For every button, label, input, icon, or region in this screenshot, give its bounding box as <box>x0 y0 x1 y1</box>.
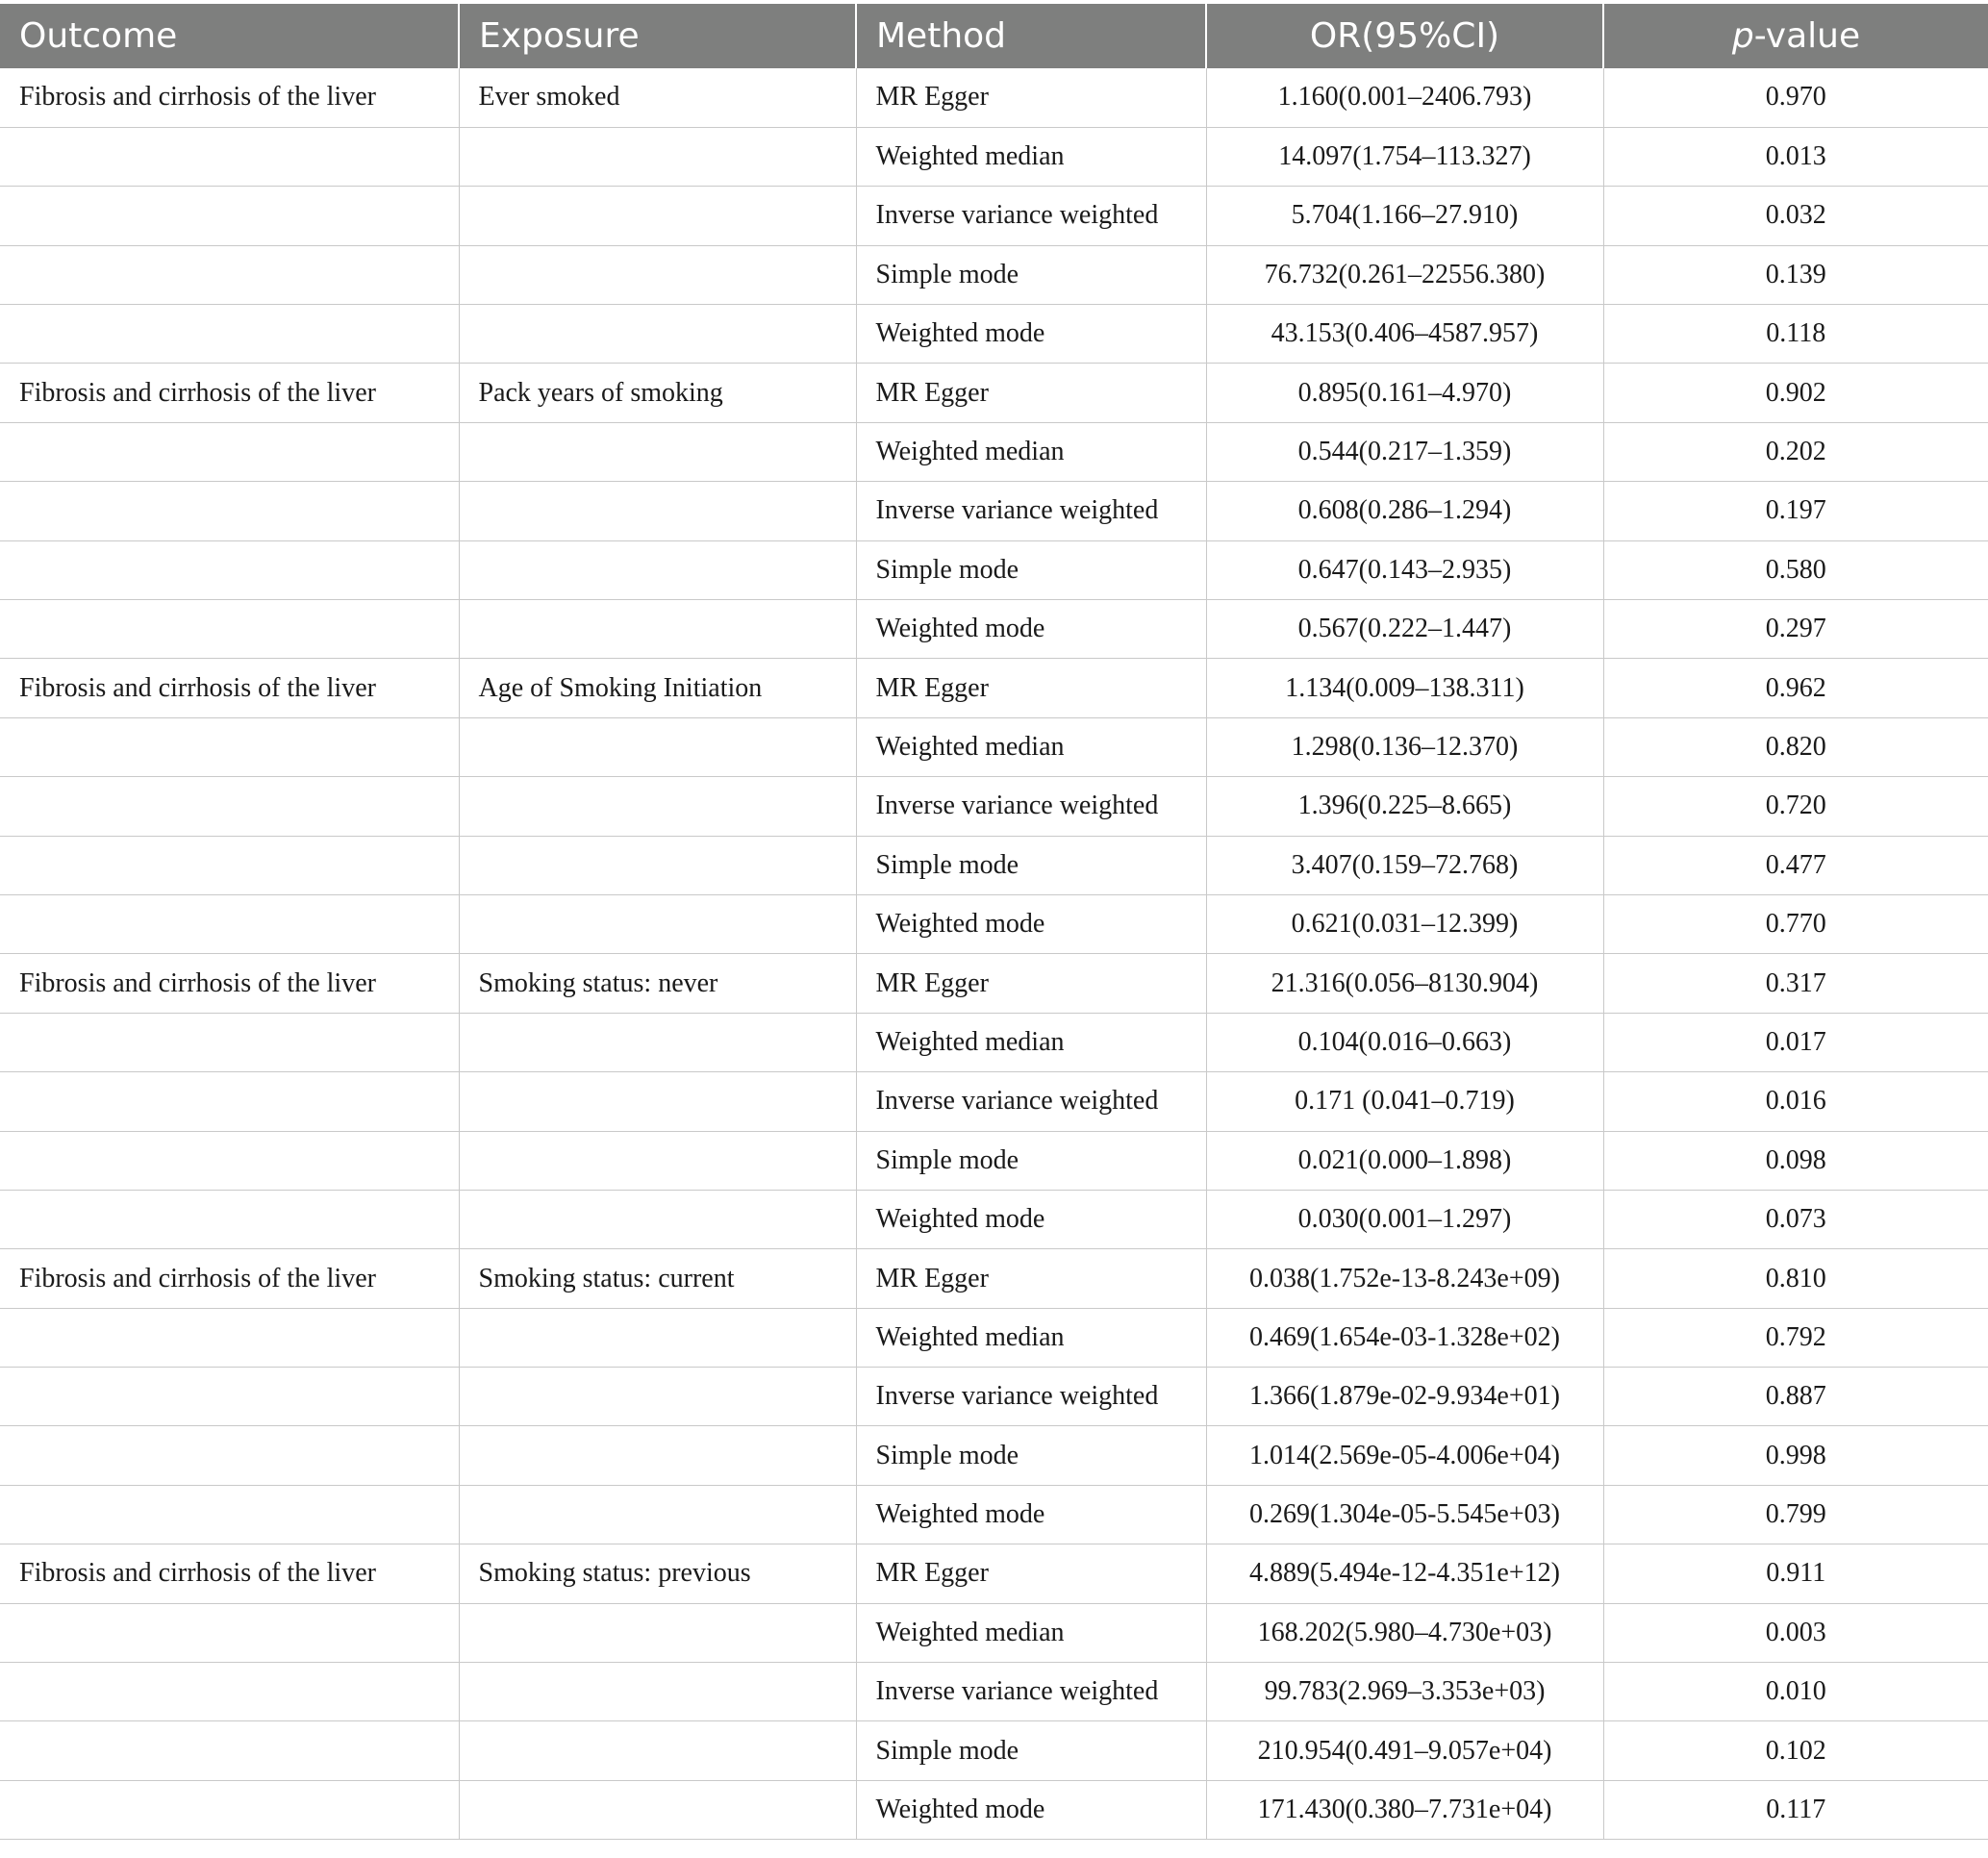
cell-p-value: 0.032 <box>1603 187 1988 245</box>
cell-or-ci: 0.104(0.016–0.663) <box>1206 1013 1603 1071</box>
cell-method: Weighted median <box>856 422 1206 481</box>
cell-or-ci: 1.366(1.879e-02-9.934e+01) <box>1206 1368 1603 1426</box>
table-row <box>0 1131 1988 1190</box>
cell-p-value: 0.017 <box>1603 1013 1988 1071</box>
table-row <box>0 777 1988 836</box>
cell-exposure: Age of Smoking Initiation <box>459 659 856 717</box>
cell-or-ci: 0.621(0.031–12.399) <box>1206 894 1603 953</box>
cell-outcome <box>0 600 459 659</box>
cell-outcome <box>0 1013 459 1071</box>
cell-p-value: 0.118 <box>1603 305 1988 364</box>
table-row <box>0 127 1988 186</box>
cell-exposure <box>459 600 856 659</box>
table-row <box>0 1308 1988 1367</box>
cell-exposure <box>459 1013 856 1071</box>
cell-or-ci: 210.954(0.491–9.057e+04) <box>1206 1721 1603 1780</box>
cell-or-ci: 0.895(0.161–4.970) <box>1206 364 1603 422</box>
cell-method: MR Egger <box>856 364 1206 422</box>
cell-exposure <box>459 422 856 481</box>
cell-outcome: Fibrosis and cirrhosis of the liver <box>0 659 459 717</box>
table-row <box>0 1544 1988 1603</box>
cell-p-value: 0.013 <box>1603 127 1988 186</box>
cell-method: Inverse variance weighted <box>856 777 1206 836</box>
cell-outcome: Fibrosis and cirrhosis of the liver <box>0 1249 459 1308</box>
cell-method: MR Egger <box>856 954 1206 1013</box>
cell-outcome: Fibrosis and cirrhosis of the liver <box>0 364 459 422</box>
header-method: Method <box>856 4 1206 68</box>
cell-method: Weighted median <box>856 1308 1206 1367</box>
cell-or-ci: 3.407(0.159–72.768) <box>1206 836 1603 894</box>
header-exposure: Exposure <box>459 4 856 68</box>
table-row <box>0 836 1988 894</box>
cell-outcome <box>0 777 459 836</box>
cell-method: MR Egger <box>856 1249 1206 1308</box>
table-header <box>0 4 1988 68</box>
table-row <box>0 1663 1988 1721</box>
table-row <box>0 68 1988 127</box>
cell-outcome <box>0 1663 459 1721</box>
cell-exposure <box>459 1780 856 1839</box>
cell-exposure <box>459 1368 856 1426</box>
table-row <box>0 1190 1988 1248</box>
cell-p-value: 0.197 <box>1603 482 1988 540</box>
cell-p-value: 0.073 <box>1603 1190 1988 1248</box>
cell-method: MR Egger <box>856 659 1206 717</box>
cell-or-ci: 0.269(1.304e-05-5.545e+03) <box>1206 1485 1603 1544</box>
cell-outcome <box>0 305 459 364</box>
results-table <box>0 4 1988 1840</box>
table-row <box>0 540 1988 599</box>
cell-outcome <box>0 836 459 894</box>
cell-method: MR Egger <box>856 1544 1206 1603</box>
cell-exposure <box>459 482 856 540</box>
cell-exposure <box>459 836 856 894</box>
cell-outcome <box>0 1780 459 1839</box>
cell-p-value: 0.998 <box>1603 1426 1988 1485</box>
header-row <box>0 4 1988 68</box>
cell-method: Inverse variance weighted <box>856 1663 1206 1721</box>
table-row <box>0 482 1988 540</box>
cell-exposure <box>459 1131 856 1190</box>
table-row <box>0 717 1988 776</box>
table-body <box>0 68 1988 1840</box>
cell-or-ci: 5.704(1.166–27.910) <box>1206 187 1603 245</box>
cell-p-value: 0.297 <box>1603 600 1988 659</box>
cell-p-value: 0.102 <box>1603 1721 1988 1780</box>
cell-or-ci: 0.608(0.286–1.294) <box>1206 482 1603 540</box>
cell-exposure <box>459 127 856 186</box>
cell-outcome <box>0 422 459 481</box>
cell-exposure <box>459 1485 856 1544</box>
cell-outcome <box>0 1368 459 1426</box>
cell-p-value: 0.117 <box>1603 1780 1988 1839</box>
cell-or-ci: 0.544(0.217–1.359) <box>1206 422 1603 481</box>
table-row <box>0 894 1988 953</box>
cell-p-value: 0.003 <box>1603 1603 1988 1662</box>
cell-exposure <box>459 777 856 836</box>
cell-exposure <box>459 1308 856 1367</box>
table-row <box>0 1368 1988 1426</box>
cell-outcome: Fibrosis and cirrhosis of the liver <box>0 68 459 127</box>
cell-or-ci: 1.134(0.009–138.311) <box>1206 659 1603 717</box>
cell-outcome <box>0 245 459 304</box>
cell-outcome <box>0 1308 459 1367</box>
cell-or-ci: 0.038(1.752e-13-8.243e+09) <box>1206 1249 1603 1308</box>
table-row <box>0 364 1988 422</box>
cell-method: Inverse variance weighted <box>856 1072 1206 1131</box>
cell-or-ci: 0.469(1.654e-03-1.328e+02) <box>1206 1308 1603 1367</box>
table-row <box>0 245 1988 304</box>
cell-p-value: 0.580 <box>1603 540 1988 599</box>
table-row <box>0 422 1988 481</box>
cell-exposure <box>459 894 856 953</box>
cell-exposure <box>459 1072 856 1131</box>
cell-exposure <box>459 717 856 776</box>
cell-outcome <box>0 540 459 599</box>
cell-method: Inverse variance weighted <box>856 187 1206 245</box>
cell-p-value: 0.799 <box>1603 1485 1988 1544</box>
cell-method: Weighted median <box>856 1603 1206 1662</box>
cell-exposure: Ever smoked <box>459 68 856 127</box>
cell-outcome <box>0 1190 459 1248</box>
cell-method: Simple mode <box>856 836 1206 894</box>
cell-or-ci: 1.160(0.001–2406.793) <box>1206 68 1603 127</box>
cell-method: Weighted median <box>856 717 1206 776</box>
cell-or-ci: 4.889(5.494e-12-4.351e+12) <box>1206 1544 1603 1603</box>
table-row <box>0 305 1988 364</box>
cell-p-value: 0.317 <box>1603 954 1988 1013</box>
table-row <box>0 659 1988 717</box>
header-or: OR(95%CI) <box>1206 4 1603 68</box>
cell-exposure <box>459 1663 856 1721</box>
cell-p-value: 0.477 <box>1603 836 1988 894</box>
cell-method: Weighted mode <box>856 1780 1206 1839</box>
cell-method: Weighted mode <box>856 305 1206 364</box>
cell-method: Inverse variance weighted <box>856 1368 1206 1426</box>
table-row <box>0 1072 1988 1131</box>
table-row <box>0 1721 1988 1780</box>
cell-exposure <box>459 245 856 304</box>
cell-outcome <box>0 1426 459 1485</box>
cell-or-ci: 99.783(2.969–3.353e+03) <box>1206 1663 1603 1721</box>
table-row <box>0 600 1988 659</box>
cell-outcome <box>0 1721 459 1780</box>
cell-method: Weighted mode <box>856 1485 1206 1544</box>
cell-method: Weighted mode <box>856 1190 1206 1248</box>
cell-outcome: Fibrosis and cirrhosis of the liver <box>0 954 459 1013</box>
cell-p-value: 0.970 <box>1603 68 1988 127</box>
header-outcome: Outcome <box>0 4 459 68</box>
cell-exposure: Smoking status: never <box>459 954 856 1013</box>
cell-outcome: Fibrosis and cirrhosis of the liver <box>0 1544 459 1603</box>
cell-method: Simple mode <box>856 245 1206 304</box>
cell-outcome <box>0 1485 459 1544</box>
table-row <box>0 1603 1988 1662</box>
cell-p-value: 0.016 <box>1603 1072 1988 1131</box>
table-row <box>0 954 1988 1013</box>
cell-or-ci: 14.097(1.754–113.327) <box>1206 127 1603 186</box>
cell-outcome <box>0 187 459 245</box>
cell-p-value: 0.902 <box>1603 364 1988 422</box>
cell-p-value: 0.720 <box>1603 777 1988 836</box>
cell-or-ci: 21.316(0.056–8130.904) <box>1206 954 1603 1013</box>
cell-exposure: Smoking status: current <box>459 1249 856 1308</box>
cell-p-value: 0.911 <box>1603 1544 1988 1603</box>
cell-outcome <box>0 894 459 953</box>
cell-exposure <box>459 1426 856 1485</box>
cell-method: Simple mode <box>856 1131 1206 1190</box>
cell-or-ci: 0.030(0.001–1.297) <box>1206 1190 1603 1248</box>
cell-outcome <box>0 1131 459 1190</box>
cell-or-ci: 1.396(0.225–8.665) <box>1206 777 1603 836</box>
cell-method: Simple mode <box>856 1426 1206 1485</box>
cell-outcome <box>0 717 459 776</box>
cell-method: Weighted median <box>856 127 1206 186</box>
cell-method: Weighted mode <box>856 600 1206 659</box>
cell-exposure <box>459 1603 856 1662</box>
cell-or-ci: 0.647(0.143–2.935) <box>1206 540 1603 599</box>
results-table-container <box>0 4 1988 1840</box>
cell-or-ci: 0.021(0.000–1.898) <box>1206 1131 1603 1190</box>
cell-p-value: 0.098 <box>1603 1131 1988 1190</box>
cell-exposure: Smoking status: previous <box>459 1544 856 1603</box>
cell-exposure <box>459 1190 856 1248</box>
cell-p-value: 0.202 <box>1603 422 1988 481</box>
cell-or-ci: 43.153(0.406–4587.957) <box>1206 305 1603 364</box>
cell-or-ci: 0.171 (0.041–0.719) <box>1206 1072 1603 1131</box>
cell-or-ci: 0.567(0.222–1.447) <box>1206 600 1603 659</box>
cell-method: Weighted mode <box>856 894 1206 953</box>
header-p-italic: p <box>1731 16 1754 56</box>
cell-exposure <box>459 1721 856 1780</box>
cell-or-ci: 1.298(0.136–12.370) <box>1206 717 1603 776</box>
cell-exposure <box>459 540 856 599</box>
cell-or-ci: 76.732(0.261–22556.380) <box>1206 245 1603 304</box>
table-row <box>0 1013 1988 1071</box>
cell-p-value: 0.792 <box>1603 1308 1988 1367</box>
cell-p-value: 0.139 <box>1603 245 1988 304</box>
cell-exposure: Pack years of smoking <box>459 364 856 422</box>
cell-outcome <box>0 1072 459 1131</box>
cell-outcome <box>0 1603 459 1662</box>
cell-exposure <box>459 305 856 364</box>
cell-p-value: 0.770 <box>1603 894 1988 953</box>
table-row <box>0 1426 1988 1485</box>
cell-method: Weighted median <box>856 1013 1206 1071</box>
cell-p-value: 0.820 <box>1603 717 1988 776</box>
cell-p-value: 0.010 <box>1603 1663 1988 1721</box>
cell-method: Simple mode <box>856 540 1206 599</box>
cell-method: Simple mode <box>856 1721 1206 1780</box>
cell-p-value: 0.810 <box>1603 1249 1988 1308</box>
cell-method: Inverse variance weighted <box>856 482 1206 540</box>
cell-method: MR Egger <box>856 68 1206 127</box>
cell-p-value: 0.962 <box>1603 659 1988 717</box>
cell-or-ci: 1.014(2.569e-05-4.006e+04) <box>1206 1426 1603 1485</box>
table-row <box>0 1780 1988 1839</box>
cell-outcome <box>0 482 459 540</box>
cell-p-value: 0.887 <box>1603 1368 1988 1426</box>
cell-or-ci: 171.430(0.380–7.731e+04) <box>1206 1780 1603 1839</box>
cell-outcome <box>0 127 459 186</box>
table-row <box>0 1249 1988 1308</box>
header-p-value <box>1603 4 1988 68</box>
table-row <box>0 1485 1988 1544</box>
cell-exposure <box>459 187 856 245</box>
header-p-suffix: -value <box>1753 16 1861 56</box>
cell-or-ci: 168.202(5.980–4.730e+03) <box>1206 1603 1603 1662</box>
table-row <box>0 187 1988 245</box>
